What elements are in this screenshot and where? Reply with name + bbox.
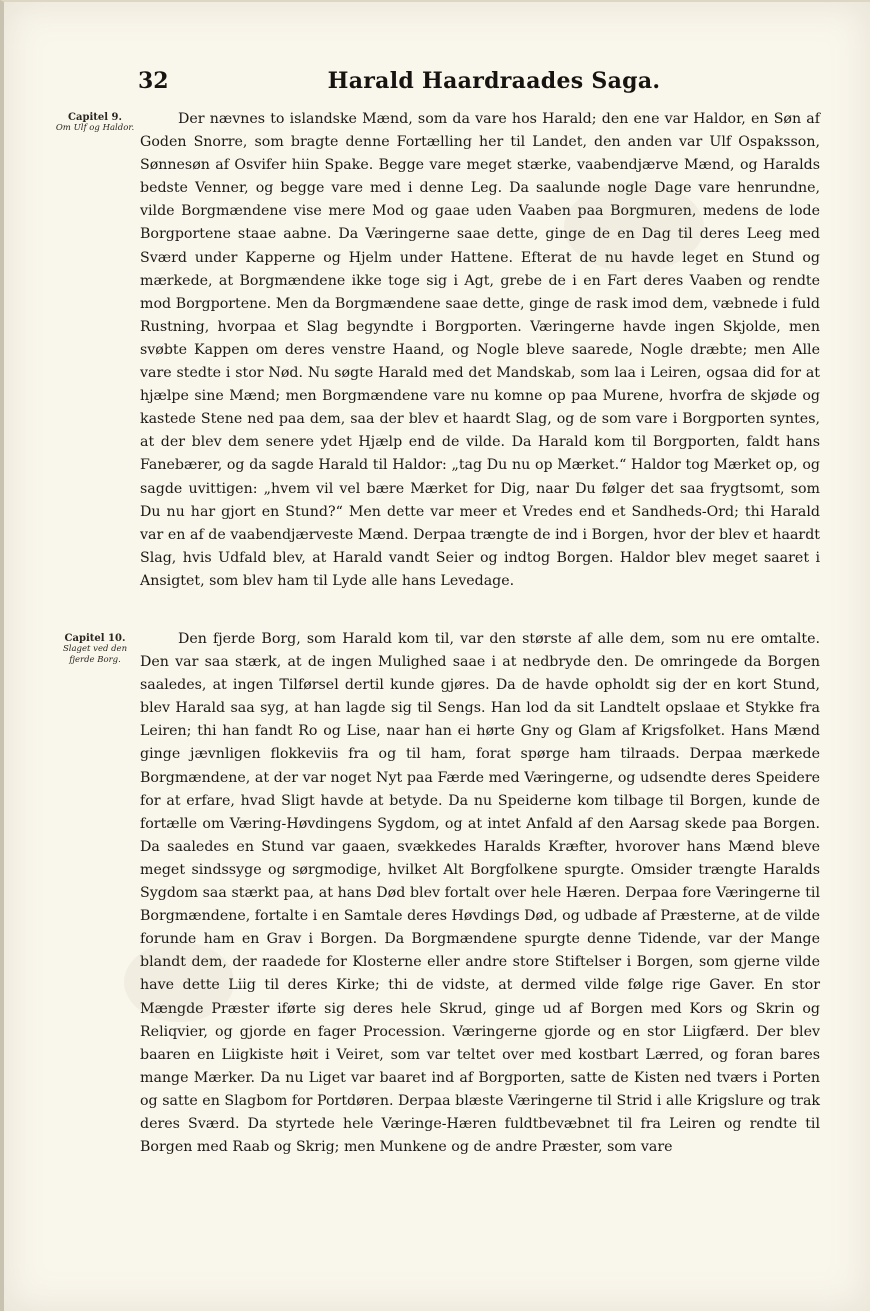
margin-note-chapter-9 bbox=[50, 112, 140, 134]
margin-note-title: Capitel 10. bbox=[64, 633, 126, 644]
margin-note-title: Capitel 9. bbox=[68, 112, 122, 123]
margin-note-subtitle: Om Ulf og Haldor. bbox=[55, 123, 135, 133]
page-header bbox=[138, 68, 820, 104]
margin-note-subtitle: Slaget ved den fjerde Borg. bbox=[62, 644, 128, 665]
margin-note-chapter-10 bbox=[50, 633, 140, 666]
page-number: 32 bbox=[138, 68, 169, 94]
paragraph-chapter-9: Der nævnes to islandske Mænd, som da vare hos Harald; den ene var Haldor, en Søn af Goden Snorre, som bragte denne Fortælling her til Landet, den anden var Ulf Ospaksson, Sønnesøn af Osvifer hiin Spake. Begge vare meget stærke, vaabendjærve Mænd, og Haralds bedste Venner, og begge vare med i denne Leg. Da saalunde nogle Dage vare henrundne, vilde Borgmændene vise mere Mod og gaae uden Vaaben paa Borgmuren, medens de lode Borgportene staae aabne. Da Væringerne saae dette, ginge de en Dag til deres Leeg med Sværd under Kapperne og Hjelm under Hattene. Efterat de nu havde leget en Stund og mærkede, at Borgmændene ikke toge sig i Agt, grebe de i en Fart deres Vaaben og rendte mod Borgportene. Men da Borgmændene saae dette, ginge de rask imod dem, væbnede i fuld Rustning, hvorpaa et Slag begyndte i Borgporten. Væringerne havde ingen Skjolde, men svøbte Kappen om deres venstre Haand, og Nogle bleve saarede, Nogle dræbte; men Alle vare stedte i stor Nød. Nu søgte Harald med det Mandskab, som laa i Leiren, ogsaa did for at hjælpe sine Mænd; men Borgmændene vare nu komne op paa Murene, hvorfra de skjøde og kastede Stene ned paa dem, saa der blev et haardt Slag, og de som vare i Borgporten syntes, at der blev dem senere ydet Hjælp end de vilde. Da Harald kom til Borgporten, faldt hans Fanebærer, og da sagde Harald til Haldor: „tag Du nu op Mærket.“ Haldor tog Mærket op, og sagde uvittigen: „hvem vil vel bære Mærket for Dig, naar Du følger det saa frygtsomt, som Du nu har gjort en Stund?“ Men dette var meer et Vredes end et Sandheds-Ord; thi Harald var en af de vaabendjærveste Mænd. Derpaa trængte de ind i Borgen, hvor der blev et haardt Slag, hvis Udfald blev, at Harald vandt Seier og indtog Borgen. Haldor blev meget saaret i Ansigtet, som blev ham til Lyde alle hans Levedage. bbox=[140, 111, 820, 589]
running-title: Harald Haardraades Saga. bbox=[327, 68, 661, 94]
paragraph-chapter-10: Den fjerde Borg, som Harald kom til, var den største af alle dem, som nu ere omtalte. Den var saa stærk, at de ingen Mulighed saae i at nedbryde den. De omringede da Borgen saaledes, at ingen Tilførsel dertil kunde gjøres. Da de havde opholdt sig der en kort Stund, blev Harald saa syg, at han lagde sig til Sengs. Han lod da sit Landtelt opslaae et Stykke fra Leiren; thi han fandt Ro og Lise, naar han ei hørte Gny og Glam af Krigsfolket. Hans Mænd ginge jævnligen flokkeviis fra og til ham, forat spørge ham tilraads. Derpaa mærkede Borgmændene, at der var noget Nyt paa Færde med Væringerne, og udsendte deres Speidere for at erfare, hvad Sligt havde at betyde. Da nu Speiderne kom tilbage til Borgen, kunde de fortælle om Væring-Høvdingens Sygdom, og at intet Anfald af den Aarsag skede paa Borgen. Da saaledes en Stund var gaaen, svækkedes Haralds Kræfter, hvorover hans Mænd bleve meget sindssyge og sørgmodige, hvilket Alt Borgfolkene spurgte. Omsider trængte Haralds Sygdom saa stærkt paa, at hans Død blev fortalt over hele Hæren. Derpaa fore Væringerne til Borgmændene, fortalte i en Samtale deres Høvdings Død, og udbade af Præsterne, at de vilde forunde ham en Grav i Borgen. Da Borgmændene spurgte denne Tidende, var der Mange blandt dem, der raadede for Klosterne eller andre store Stiftelser i Borgen, som gjerne vilde have dette Liig til deres Kirke; thi de vidste, at dermed vilde følge rige Gaver. En stor Mængde Præster iførte sig deres hele Skrud, ginge ud af Borgen med Kors og Skrin og Reliqvier, og gjorde en fager Procession. Væringerne gjorde og en stor Liigfærd. Der blev baaren en Liigkiste høit i Veiret, som var teltet over med kostbart Lærred, og foran bares mange Mærker. Da nu Liget var baaret ind af Borgporten, satte de Kisten ned tværs i Porten og satte en Slagbom for Portdøren. Derpaa blæste Væringerne til Strid i alle Krigslure og trak deres Sværd. Da styrtede hele Væringe-Hæren fuldtbevæbnet til fra Leiren og rendte til Borgen med Raab og Skrig; men Munkene og de andre Præster, som vare bbox=[140, 631, 820, 1156]
